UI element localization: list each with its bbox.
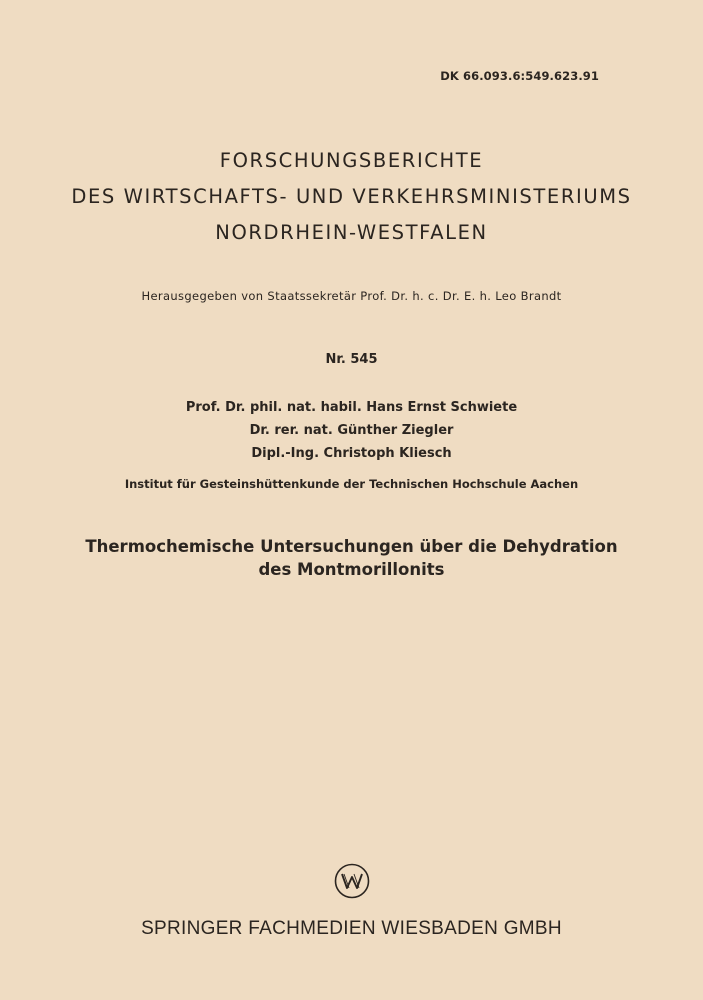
dk-classification-number: DK 66.093.6:549.623.91 [440, 69, 599, 83]
editor-line: Herausgegeben von Staatssekretär Prof. Dr. h. c. Dr. E. h. Leo Brandt [141, 289, 562, 303]
series-title-line-1: FORSCHUNGSBERICHTE [219, 149, 484, 172]
author-2: Dr. rer. nat. Günther Ziegler [249, 423, 454, 438]
report-title-line-2: des Montmorillonits [258, 560, 445, 579]
report-number: Nr. 545 [325, 352, 378, 367]
author-3: Dipl.-Ing. Christoph Kliesch [251, 446, 452, 461]
report-title-line-1: Thermochemische Untersuchungen über die Dehydration [85, 537, 618, 556]
institute: Institut für Gesteinshüttenkunde der Technischen Hochschule Aachen [124, 477, 579, 491]
author-1: Prof. Dr. phil. nat. habil. Hans Ernst Schwiete [185, 400, 518, 415]
series-title-line-3: NORDRHEIN-WESTFALEN [215, 221, 488, 244]
series-title-line-2: DES WIRTSCHAFTS- UND VERKEHRSMINISTERIUMS [71, 185, 632, 208]
springer-vs-logo-icon [334, 863, 370, 899]
publisher-name: SPRINGER FACHMEDIEN WIESBADEN GMBH [141, 918, 562, 939]
